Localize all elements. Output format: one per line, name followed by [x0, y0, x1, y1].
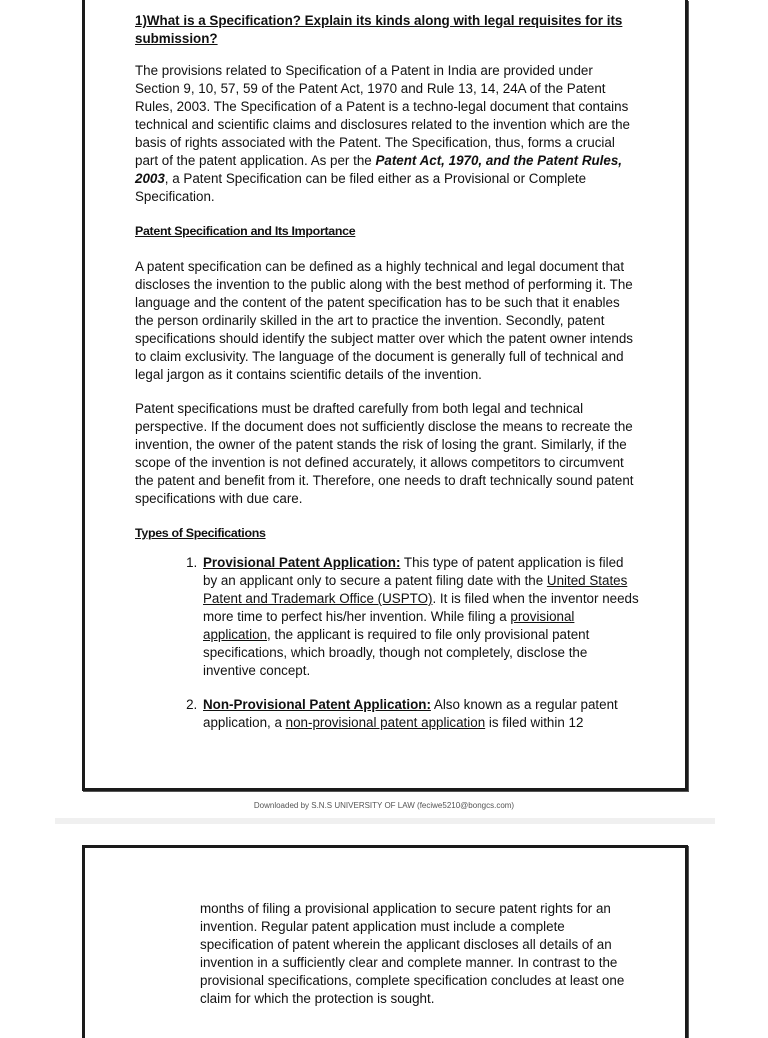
- subheading-importance: Patent Specification and Its Importance: [135, 224, 356, 238]
- question-heading: 1)What is a Specification? Explain its kinds along with legal requisites for its submission?: [135, 13, 623, 46]
- intro-text-start: The provisions related to Specification of a Patent in India are provided under Section 9, 10, 57, 59 of the Patent Act, 1970 and Rule 13, 14, 24A of the Patent Rules, 2003. The Specification of a Patent is a techno-legal document that contains technical and scientific claims and disclosures related to the invention which are the basis of rights associated with the Patent. The Specification, thus, forms a crucial part of the patent application. As per the: [135, 63, 630, 168]
- provisional-text-2: . It is filed when the inventor needs more time to perfect his/her invention. While filing a: [203, 591, 639, 624]
- importance-paragraph: A patent specification can be defined as a highly technical and legal document that discloses the invention to the public along with the best method of performing it. The language and the content of the patent specification has to be such that it enables the person ordinarily skilled in the art to practice the invention. Secondly, patent specifications should identify the subject matter over which the patent owner intends to claim exclusivity. The language of the document is generally full of technical and legal jargon as it contains scientific details of the invention.: [135, 259, 633, 382]
- intro-text-end: , a Patent Specification can be filed either as a Provisional or Complete Specification.: [135, 171, 587, 204]
- non-provisional-text-1: Also known as a regular patent application, a: [203, 697, 618, 730]
- provisional-title: Provisional Patent Application:: [203, 555, 401, 570]
- provisional-text-1: This type of patent application is filed by an applicant only to secure a patent filing date with the: [203, 555, 624, 588]
- non-provisional-text-2: is filed within 12: [485, 715, 584, 730]
- drafting-paragraph: Patent specifications must be drafted carefully from both legal and technical perspective. If the document does not sufficiently disclose the means to recreate the invention, the owner of the patent stands the risk of losing the grant. Similarly, if the scope of the invention is not defined accurately, it allows competitors to circumvent the patent and benefit from it. Therefore, one needs to draft technically sound patent specifications with due care.: [135, 401, 634, 506]
- types-list: [135, 554, 640, 732]
- subheading-types: Types of Specifications: [135, 526, 266, 540]
- non-provisional-title: Non-Provisional Patent Application:: [203, 697, 431, 712]
- intro-emphasis: Patent Act, 1970, and the Patent Rules, 2003: [135, 153, 623, 186]
- provisional-text-3: , the applicant is required to file only provisional patent specifications, which broadly, though not completely, disclose the inventive concept.: [203, 627, 590, 678]
- page-separator: [55, 818, 715, 824]
- page-2-content: [200, 900, 640, 1024]
- document-page-1: [82, 0, 688, 791]
- document-page-2: [82, 845, 688, 1038]
- intro-paragraph: [135, 62, 640, 206]
- provisional-application-link[interactable]: provisional application: [203, 609, 575, 642]
- uspto-link[interactable]: United States Patent and Trademark Office (USPTO): [203, 573, 628, 606]
- page-1-content: [135, 12, 640, 748]
- non-provisional-link[interactable]: non-provisional patent application: [285, 715, 486, 730]
- list-item-provisional: [201, 554, 640, 680]
- download-footer: Downloaded by S.N.S UNIVERSITY OF LAW (feciwe5210@bongcs.com): [253, 801, 515, 810]
- list-item-non-provisional: [201, 696, 640, 732]
- continuation-paragraph: months of filing a provisional application to secure patent rights for an invention. Regular patent application must include a complete specification of patent wherein the applicant discloses all details of an invention in a sufficiently clear and complete manner. In contrast to the provisional specifications, complete specification concludes at least one claim for which the protection is sought.: [200, 901, 625, 1006]
